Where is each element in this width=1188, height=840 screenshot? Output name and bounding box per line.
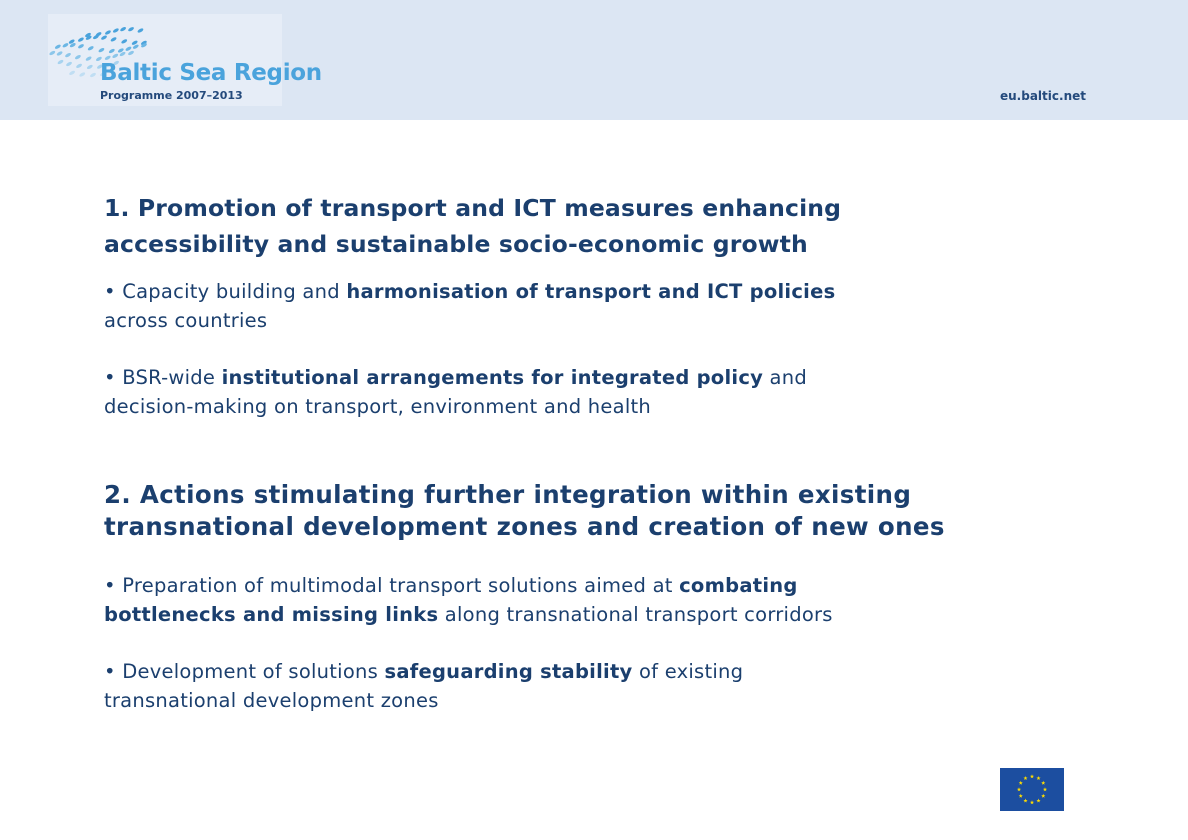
baltic-sea-region-logo bbox=[48, 14, 322, 106]
section2-title-line2: transnational development zones and creation of new ones bbox=[104, 512, 945, 541]
bullet-text: Capacity building and bbox=[122, 280, 347, 303]
bullet-text: of existing bbox=[632, 660, 744, 683]
bullet-text: transnational development zones bbox=[104, 689, 439, 712]
section1-title bbox=[104, 190, 1104, 262]
bullet-text: and bbox=[763, 366, 807, 389]
bullet-text: BSR-wide bbox=[122, 366, 222, 389]
section1-title-line1: 1. Promotion of transport and ICT measures enhancing bbox=[104, 194, 842, 222]
section2-bullet-1 bbox=[104, 571, 1104, 629]
bullet-text: Preparation of multimodal transport solutions aimed at bbox=[122, 574, 680, 597]
bullet-bold-text: bottlenecks and missing links bbox=[104, 603, 439, 626]
bullet-text: decision-making on transport, environment and health bbox=[104, 395, 651, 418]
bullet-marker: • bbox=[104, 366, 123, 389]
section2-title-line1: 2. Actions stimulating further integration within existing bbox=[104, 480, 912, 509]
bullet-bold-text: safeguarding stability bbox=[384, 660, 633, 683]
section1-title-line2: accessibility and sustainable socio-economic growth bbox=[104, 230, 808, 258]
slide-content bbox=[104, 190, 1104, 715]
bullet-marker: • bbox=[104, 660, 123, 683]
logo-subtitle: Programme 2007–2013 bbox=[100, 89, 243, 102]
section1-bullet-2 bbox=[104, 363, 1104, 421]
bullet-text: Development of solutions bbox=[122, 660, 385, 683]
section2-title bbox=[104, 479, 1104, 543]
section1-bullet-1 bbox=[104, 277, 1104, 335]
logo-title: Baltic Sea Region bbox=[100, 60, 322, 86]
bullet-marker: • bbox=[104, 280, 123, 303]
bullet-bold-text: institutional arrangements for integrated policy bbox=[221, 366, 764, 389]
bullet-text: across countries bbox=[104, 309, 268, 332]
eu-flag-icon bbox=[1000, 768, 1064, 811]
section2-bullet-2 bbox=[104, 657, 1104, 715]
header-bar bbox=[0, 0, 1188, 120]
bullet-bold-text: harmonisation of transport and ICT policies bbox=[346, 280, 836, 303]
bullet-marker: • bbox=[104, 574, 123, 597]
site-url: eu.baltic.net bbox=[1000, 89, 1086, 103]
bullet-bold-text: combating bbox=[679, 574, 798, 597]
bullet-text: along transnational transport corridors bbox=[438, 603, 833, 626]
